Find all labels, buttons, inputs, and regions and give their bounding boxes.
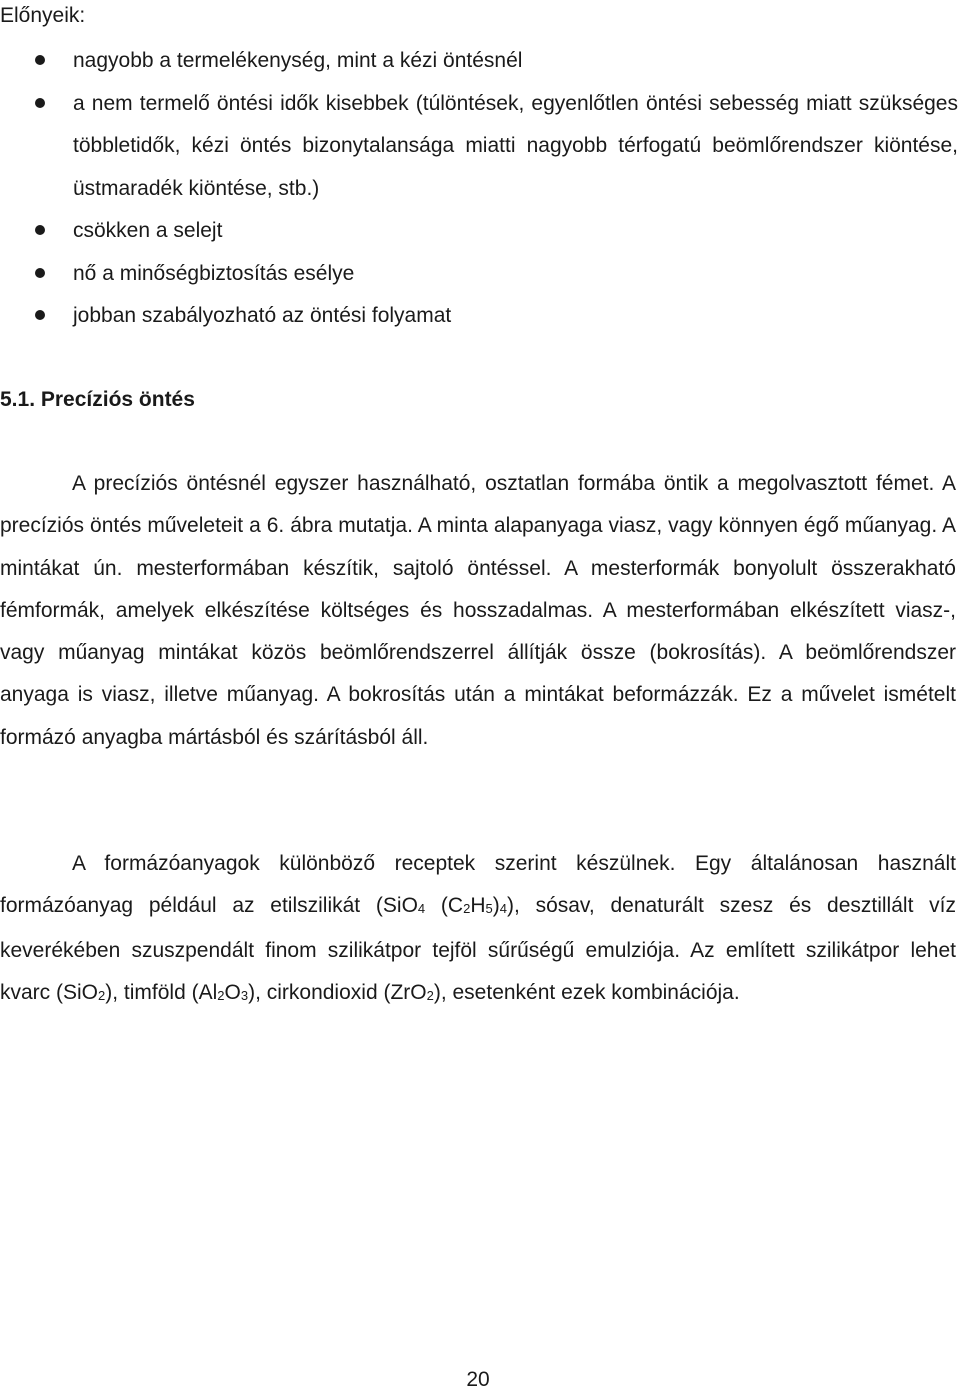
list-item-text: a nem termelő öntési idők kisebbek (túlöntések, egyenlőtlen öntési sebesség miatt szükséges többletidők, kézi öntés bizonytalansága miatti nagyobb térfogatú beömlőrendszer kiöntése, üstmaradék kiöntése, stb.) <box>73 91 958 200</box>
paragraph-molding-materials <box>0 843 956 1016</box>
paragraph-text: ), timföld (Al <box>105 980 218 1004</box>
subscript: 2 <box>426 987 434 1003</box>
list-item <box>0 210 958 253</box>
section-heading: 5.1. Precíziós öntés <box>0 388 195 411</box>
bullet-icon <box>35 55 45 65</box>
paragraph-text: ), cirkondioxid (ZrO <box>248 980 427 1004</box>
paragraph-text: H <box>470 894 486 918</box>
paragraph-text: (C <box>425 894 464 918</box>
subscript: 4 <box>499 901 507 917</box>
list-item-text: jobban szabályozható az öntési folyamat <box>73 304 452 327</box>
list-item <box>0 295 958 338</box>
advantages-list <box>0 40 958 338</box>
bullet-icon <box>35 225 45 235</box>
bullet-icon <box>35 268 45 278</box>
list-item <box>0 253 958 296</box>
page-number: 20 <box>466 1368 490 1391</box>
subscript: 2 <box>463 901 471 917</box>
list-item-text: nagyobb a termelékenység, mint a kézi öntésnél <box>73 49 523 72</box>
subscript: 2 <box>217 987 225 1003</box>
advantages-intro: Előnyeik: <box>0 4 86 27</box>
list-item <box>0 83 958 211</box>
subscript: 5 <box>485 901 493 917</box>
paragraph-text: ), sósav, denaturált szesz és desztillált víz keverékében szuszpendált finom szilikátpor tejföl sűrűségű emulziója. Az említett szilikátpor lehet kvarc (SiO <box>0 894 957 1004</box>
list-item <box>0 40 958 83</box>
paragraph-text: ) <box>492 894 500 918</box>
bullet-icon <box>35 310 45 320</box>
paragraph-precision-casting: A precíziós öntésnél egyszer használható, osztatlan formába öntik a megolvasztott fémet. A precíziós öntés műveleteit a 6. ábra mutatja. A minta alapanyaga viasz, vagy könnyen égő műanyag. A mintákat ún. mesterformában készítik, sajtoló öntéssel. A mesterformák bonyolult összerakható fémformák, amelyek elkészítése költséges és hosszadalmas. A mesterformában elkészített viasz-, vagy műanyag mintákat közös beömlőrendszerrel állítják össze (bokrosítás). A beömlőrendszer anyaga is viasz, illetve műanyag. A bokrosítás után a mintákat beformázzák. Ez a művelet ismételt formázó anyagba mártásból és szárításból áll. <box>0 472 956 749</box>
subscript: 2 <box>98 987 106 1003</box>
subscript: 3 <box>240 987 249 1003</box>
subscript: 4 <box>417 901 426 917</box>
paragraph-text: O <box>224 980 241 1004</box>
bullet-icon <box>35 98 45 108</box>
list-item-text: csökken a selejt <box>73 219 223 242</box>
paragraph-text: A formázóanyagok különböző receptek szerint készülnek. Egy általánosan használt formázóanyag például az etilszilikát (SiO <box>0 852 956 918</box>
list-item-text: nő a minőségbiztosítás esélye <box>73 261 355 285</box>
paragraph-text: ), esetenként ezek kombinációja. <box>433 980 740 1004</box>
